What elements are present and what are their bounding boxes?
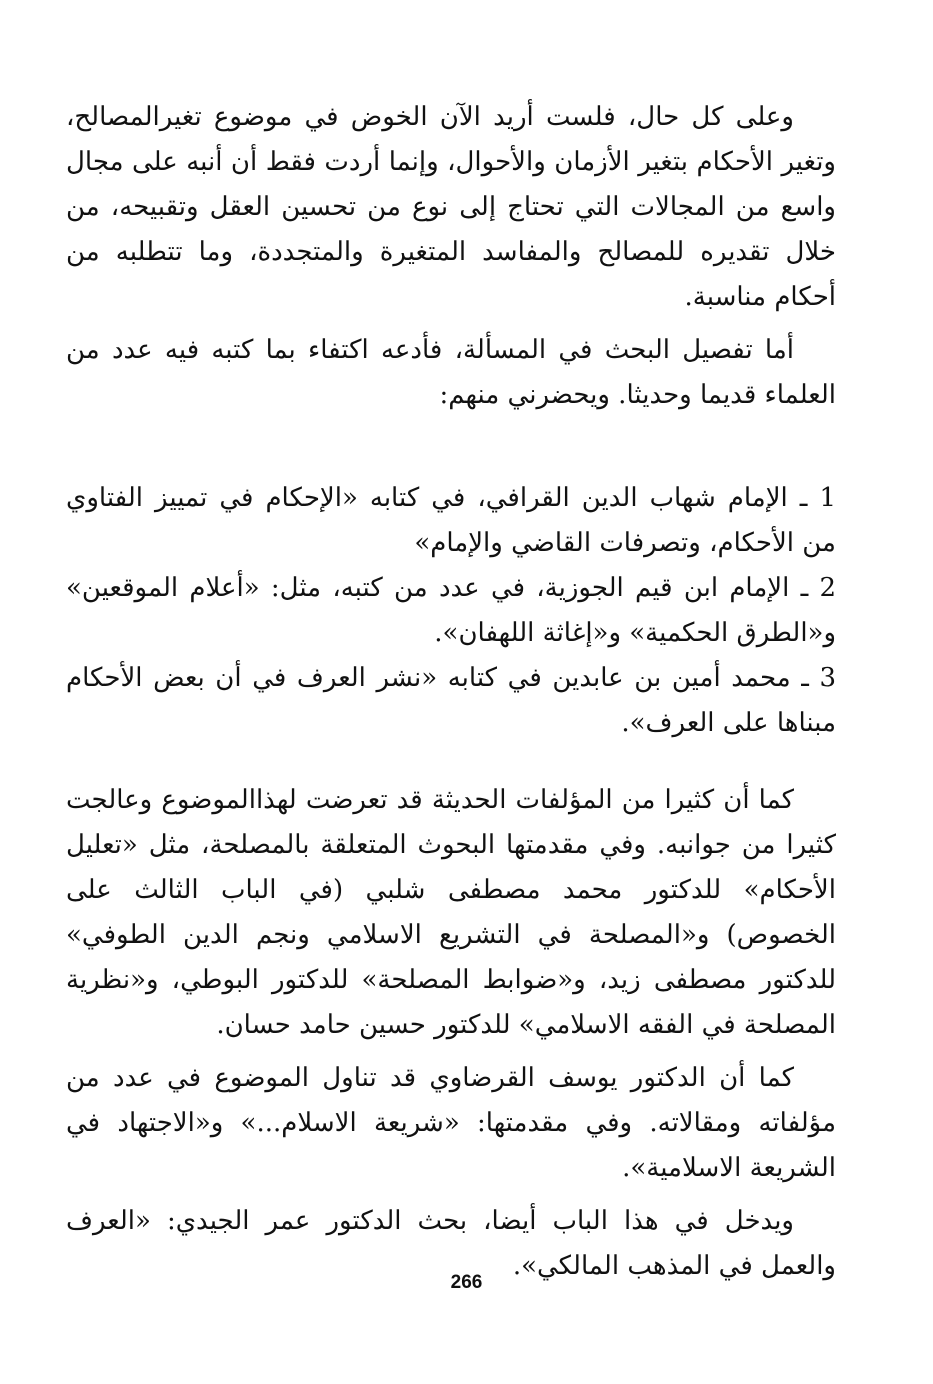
page-number: 266 (450, 1272, 483, 1293)
spacer (66, 426, 836, 476)
paragraph-qaradawi: كما أن الدكتور يوسف القرضاوي قد تناول الموضوع في عدد من مؤلفاته ومقالاته. وفي مقدمتها: «شريعة الاسلام...» و«الاجتهاد في الشريعة الاسلامية». (66, 1063, 836, 1183)
paragraph-modern-works: كما أن كثيرا من المؤلفات الحديثة قد تعرضت لهذاالموضوع وعالجت كثيرا من جوانبه. وفي مقدمتها البحوث المتعلقة بالمصلحة، مثل «تعليل الأحكام» للدكتور محمد مصطفى شلبي (في الباب الثالث على الخصوص) و«المصلحة في التشريع الاسلامي ونجم الدين الطوفي» للدكتور مصطفى زيد، و«ضوابط المصلحة» للدكتور البوطي، و«نظرية المصلحة في الفقه الاسلامي» للدكتور حسين حامد حسان. (66, 785, 836, 1040)
list-item: 1 ـ الإمام شهاب الدين القرافي، في كتابه «الإحكام في تمييز الفتاوي من الأحكام، وتصرفات القاضي والإمام» (66, 483, 836, 558)
paragraph-jaydi: ويدخل في هذا الباب أيضا، بحث الدكتور عمر الجيدي: «العرف والعمل في المذهب المالكي». (66, 1206, 836, 1281)
page-body (66, 95, 836, 1297)
paragraph-references-intro: أما تفصيل البحث في المسألة، فأدعه اكتفاء بما كتبه فيه عدد من العلماء قديما وحديثا. ويحضرني منهم: (66, 335, 836, 410)
spacer (66, 746, 836, 778)
list-item: 3 ـ محمد أمين بن عابدين في كتابه «نشر العرف في أن بعض الأحكام مبناها على العرف». (66, 663, 836, 738)
list-item: 2 ـ الإمام ابن قيم الجوزية، في عدد من كتبه، مثل: «أعلام الموقعين» و«الطرق الحكمية» و«إغاثة اللهفان». (66, 573, 836, 648)
paragraph-intro: وعلى كل حال، فلست أريد الآن الخوض في موضوع تغيرالمصالح، وتغير الأحكام بتغير الأزمان والأحوال، وإنما أردت فقط أن أنبه على مجال واسع من المجالات التي تحتاج إلى نوع من تحسين العقل وتقبيحه، من خلال تقديره للمصالح والمفاسد المتغيرة والمتجددة، وما تتطلبه من أحكام مناسبة. (66, 102, 836, 312)
